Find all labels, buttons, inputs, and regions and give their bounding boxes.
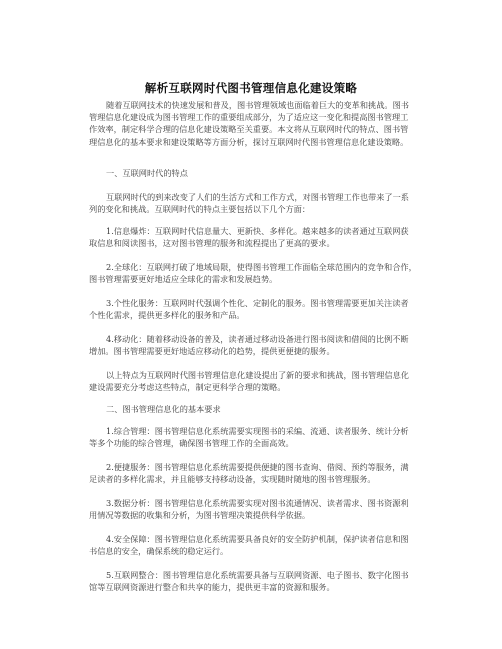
paragraph-line: 2.全球化：互联网打破了地域局限，使得图书管理工作面临全球范围内的竞争和合作， [106, 262, 417, 272]
section-heading-text: 一、互联网时代的特点 [106, 168, 188, 178]
paragraph-line: 图书管理需要更好地适应全球化的需求和发展趋势。 [89, 274, 278, 285]
paragraph-line: 1.综合管理：图书管理信息化系统需要实现图书的采编、流通、读者服务、统计分析 [106, 426, 409, 436]
paragraph-line: 3.数据分析：图书管理信息化系统需要实现对图书流通情况、读者需求、图书资源利 [106, 498, 409, 508]
paragraph-line: 用情况等数据的收集和分析，为图书管理决策提供科学依据。 [89, 510, 311, 521]
paragraph-line: 以上特点为互联网时代图书管理信息化建设提出了新的要求和挑战，图书管理信息化 [106, 370, 409, 380]
paragraph-line: 4.安全保障：图书管理信息化系统需要具备良好的安全防护机制，保护读者信息和图 [106, 534, 409, 544]
paragraph-line: 个性化需求，提供更多样化的服务和产品。 [89, 310, 245, 321]
paragraph-line: 3.个性化服务：互联网时代强调个性化、定制化的服务。图书管理需要更加关注读者 [106, 298, 409, 308]
paragraph-line: 互联网时代的到来改变了人们的生活方式和工作方式，对图书管理工作也带来了一系 [106, 192, 409, 202]
paragraph-line: 2.便捷服务：图书管理信息化系统需要提供便捷的图书查询、借阅、预约等服务，满 [106, 462, 409, 472]
list-item [89, 225, 409, 249]
section-heading-text: 二、图书管理信息化的基本要求 [106, 404, 221, 414]
paragraph-line: 足读者的多样化需求，并且能够支持移动设备，实现随时随地的图书管理服务。 [89, 474, 376, 485]
intro-line: 随着互联网技术的快速发展和普及，图书管理领域也面临着巨大的变革和挑战。图书 [106, 100, 409, 110]
section1-intro-paragraph [89, 191, 409, 215]
section-heading-1 [106, 167, 188, 179]
paragraph-line: 5.互联网整合：图书管理信息化系统需要具备与互联网资源、电子图书、数字化图书 [106, 570, 409, 580]
document-title: 解析互联网时代图书管理信息化建设策略 [144, 81, 358, 95]
list-item [89, 497, 409, 521]
list-item [89, 461, 409, 485]
paragraph-line: 取信息和阅读图书，这对图书管理的服务和流程提出了更高的要求。 [89, 238, 335, 249]
section-heading-2 [106, 403, 221, 415]
list-item [89, 533, 409, 557]
list-item [89, 425, 409, 449]
paragraph-line: 建设需要充分考虑这些特点，制定更科学合理的策略。 [89, 382, 286, 393]
paragraph-line: 馆等互联网资源进行整合和共享的能力，提供更丰富的资源和服务。 [89, 582, 335, 593]
list-item [89, 297, 409, 321]
paragraph-line: 列的变化和挑战。互联网时代的特点主要包括以下几个方面： [89, 204, 311, 215]
intro-line: 作效率，制定科学合理的信息化建设策略至关重要。本文将从互联网时代的特点、图书管 [89, 124, 409, 135]
list-item [89, 261, 417, 285]
paragraph-line: 4.移动化：随着移动设备的普及，读者通过移动设备进行图书阅读和借阅的比例不断 [106, 334, 409, 344]
paragraph-line: 书信息的安全，确保系统的稳定运行。 [89, 546, 229, 557]
intro-paragraph [89, 99, 409, 148]
paragraph-line: 增加。图书管理需要更好地适应移动化的趋势，提供更便捷的服务。 [89, 346, 335, 357]
summary-paragraph [89, 369, 409, 393]
list-item [89, 569, 409, 593]
intro-line: 理信息化的基本要求和建设策略等方面分析，探讨互联网时代图书管理信息化建设策略。 [89, 136, 409, 147]
intro-line: 管理信息化建设成为图书管理工作的重要组成部分，为了适应这一变化和提高图书管理工 [89, 112, 409, 123]
paragraph-line: 1.信息爆炸：互联网时代信息量大、更新快、多样化。越来越多的读者通过互联网获 [106, 226, 409, 236]
list-item [89, 333, 409, 357]
paragraph-line: 等多个功能的综合管理，确保图书管理工作的全面高效。 [89, 438, 294, 449]
